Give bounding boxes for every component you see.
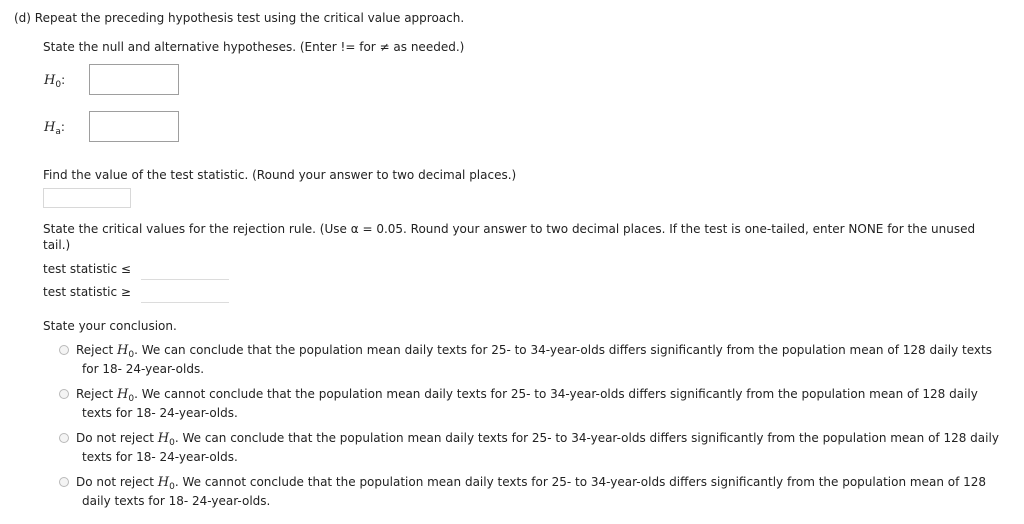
ha-subscript: a bbox=[55, 127, 61, 137]
h0-input[interactable] bbox=[89, 64, 179, 95]
ha-label bbox=[44, 120, 65, 135]
option-3-lead: Do not reject bbox=[76, 431, 154, 445]
test-statistic-prompt: Find the value of the test statistic. (Round your answer to two decimal places.) bbox=[43, 168, 517, 182]
conclusion-radio-2[interactable] bbox=[59, 389, 69, 399]
hypotheses-instruction: State the null and alternative hypotheses. (Enter != for ≠ as needed.) bbox=[43, 40, 465, 54]
conclusion-radio-1[interactable] bbox=[59, 345, 69, 355]
conclusion-option-2-line2: texts for 18- 24-year-olds. bbox=[82, 406, 238, 420]
option-3-line1: . We can conclude that the population mean daily texts for 25- to 34-year-olds differs significantly from the population mean of 128 daily bbox=[174, 431, 999, 445]
test-statistic-le-label: test statistic ≤ bbox=[43, 262, 131, 276]
conclusion-option-4-line2: daily texts for 18- 24-year-olds. bbox=[82, 494, 271, 508]
option-4-line1: . We cannot conclude that the population mean daily texts for 25- to 34-year-olds differs significantly from the population mean of 128 bbox=[174, 475, 987, 489]
h0-subscript: 0 bbox=[55, 80, 62, 90]
critical-value-lower-input[interactable] bbox=[141, 258, 229, 280]
ha-colon: : bbox=[60, 120, 65, 134]
test-statistic-input[interactable] bbox=[43, 188, 131, 208]
option-1-sub: 0 bbox=[128, 350, 135, 360]
option-4-sub: 0 bbox=[169, 482, 175, 492]
critical-value-upper-input[interactable] bbox=[141, 281, 229, 303]
ha-symbol: H bbox=[44, 120, 56, 135]
conclusion-radio-4[interactable] bbox=[59, 477, 69, 487]
option-2-lead: Reject bbox=[76, 387, 114, 401]
h0-label bbox=[44, 73, 65, 88]
critical-values-prompt-line2: tail.) bbox=[43, 238, 71, 252]
test-statistic-ge-label: test statistic ≥ bbox=[43, 285, 131, 299]
conclusion-option-1-line2: for 18- 24-year-olds. bbox=[82, 362, 205, 376]
conclusion-option-1[interactable] bbox=[76, 340, 992, 362]
option-2-sub: 0 bbox=[128, 394, 135, 404]
part-d-heading: (d) Repeat the preceding hypothesis test using the critical value approach. bbox=[14, 11, 465, 25]
critical-values-prompt-line1: State the critical values for the rejection rule. (Use α = 0.05. Round your answer to two decimal places. If the test is one-tailed, enter NONE for the unused bbox=[43, 222, 976, 236]
h0-symbol: H bbox=[44, 73, 56, 88]
ha-input[interactable] bbox=[89, 111, 179, 142]
option-3-sub: 0 bbox=[169, 438, 175, 448]
h0-colon: : bbox=[61, 73, 66, 87]
conclusion-radio-3[interactable] bbox=[59, 433, 69, 443]
option-3-h: H bbox=[157, 431, 170, 446]
option-1-h: H bbox=[117, 343, 129, 358]
option-2-line1: . We cannot conclude that the population mean daily texts for 25- to 34-year-olds differs significantly from the population mean of 128 daily bbox=[134, 387, 978, 401]
option-1-lead: Reject bbox=[76, 343, 114, 357]
conclusion-option-3-line2: texts for 18- 24-year-olds. bbox=[82, 450, 238, 464]
option-4-lead: Do not reject bbox=[76, 475, 154, 489]
option-1-line1: . We can conclude that the population mean daily texts for 25- to 34-year-olds differs significantly from the population mean of 128 daily texts bbox=[134, 343, 992, 357]
option-2-h: H bbox=[117, 387, 129, 402]
conclusion-prompt: State your conclusion. bbox=[43, 319, 177, 333]
option-4-h: H bbox=[157, 475, 170, 490]
